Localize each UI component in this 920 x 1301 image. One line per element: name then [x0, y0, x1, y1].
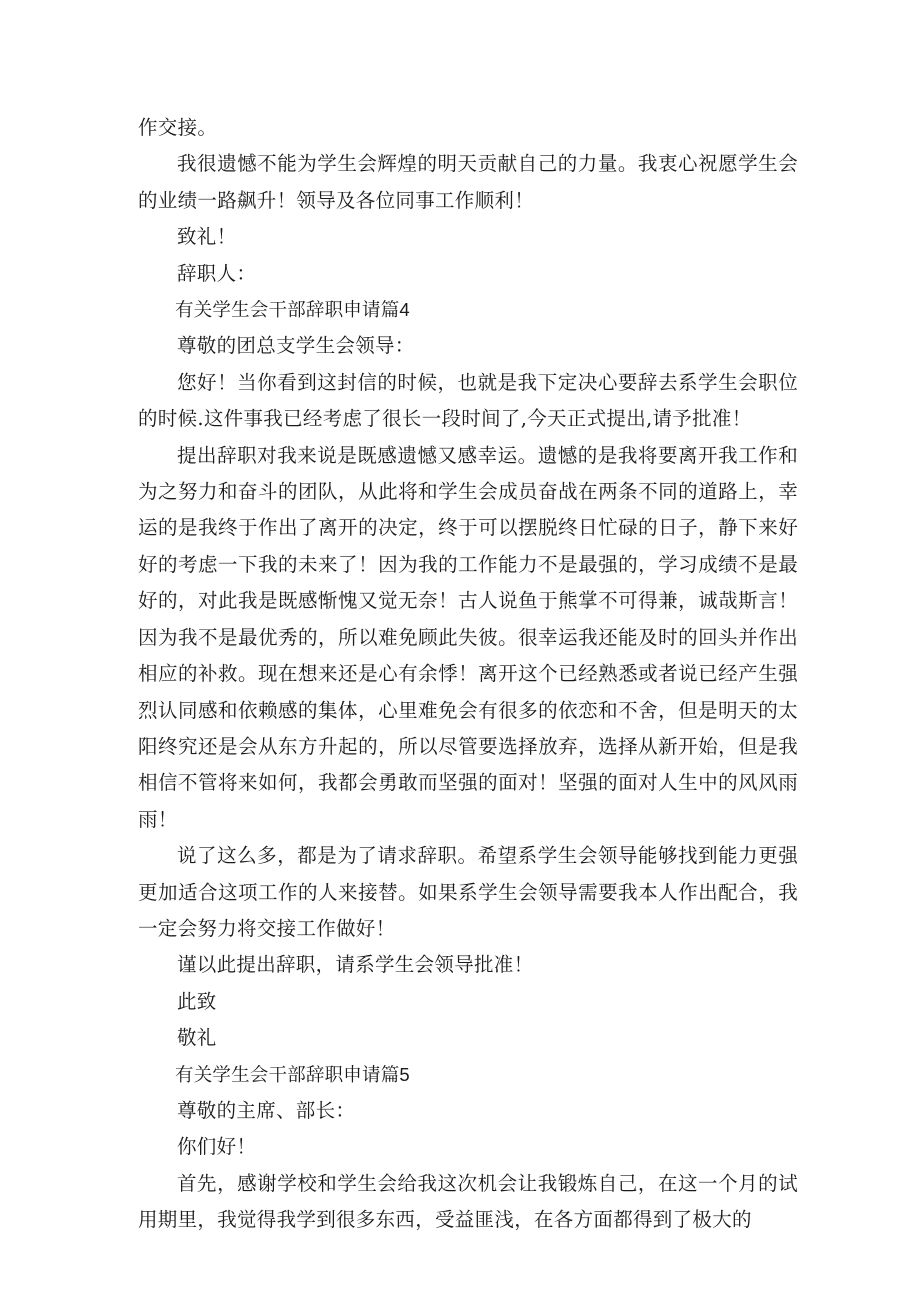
- salutation: 尊敬的团总支学生会领导：: [177, 334, 415, 358]
- closing-salute: 致礼！: [177, 225, 237, 249]
- document-page: [138, 110, 798, 1239]
- paragraph-body: 提出辞职对我来说是既感遗憾又感幸运。遗憾的是我将要离开我工作和为之努力和奋斗的团队，从此将和学生会成员奋战在两条不同的道路上，幸运的是我终于作出了离开的决定，终于可以摆脱终日忙碌的日子，静下来好好的考虑一下我的未来了！因为我的工作能力不是最强的，学习成绩不是最好的，对此我是既感惭愧又觉无奈！古人说鱼于熊掌不可得兼，诚哉斯言！因为我不是最优秀的，所以难免顾此失彼。很幸运我还能及时的回头并作出相应的补救。现在想来还是心有余悸！离开这个已经熟悉或者说已经产生强烈认同感和依赖感的集体，心里难免会有很多的依恋和不舍，但是明天的太阳终究还是会从东方升起的，所以尽管要选择放弃，选择从新开始，但是我相信不管将来如何，我都会勇敢而坚强的面对！坚强的面对人生中的风风雨雨！: [138, 443, 798, 831]
- paragraph-submit: 谨以此提出辞职，请系学生会领导批准！: [177, 953, 534, 977]
- closing-cizhi: 此致: [177, 989, 217, 1013]
- closing-jingli: 敬礼: [177, 1026, 217, 1050]
- signature-line: 辞职人：: [177, 261, 257, 285]
- section-heading-4: 有关学生会干部辞职申请篇4: [175, 299, 410, 321]
- section-heading-5: 有关学生会干部辞职申请篇5: [175, 1063, 410, 1085]
- paragraph-thanks: 首先，感谢学校和学生会给我这次机会让我锻炼自己，在这一个月的试用期里，我觉得我学到很多东西，受益匪浅，在各方面都得到了极大的: [138, 1171, 798, 1232]
- paragraph-greeting: 您好！当你看到这封信的时候，也就是我下定决心要辞去系学生会职位的时候.这件事我已经考虑了很长一段时间了,今天正式提出,请予批准！: [138, 370, 798, 431]
- paragraph-regret: 我很遗憾不能为学生会辉煌的明天贡献自己的力量。我衷心祝愿学生会的业绩一路飙升！领导及各位同事工作顺利！: [138, 152, 798, 212]
- greeting-2: 你们好！: [177, 1135, 257, 1159]
- paragraph-continuation: 作交接。: [138, 116, 218, 139]
- paragraph-request: 说了这么多，都是为了请求辞职。希望系学生会领导能够找到能力更强更加适合这项工作的人来接替。如果系学生会领导需要我本人作出配合，我一定会努力将交接工作做好！: [138, 844, 798, 940]
- salutation-2: 尊敬的主席、部长：: [177, 1098, 356, 1122]
